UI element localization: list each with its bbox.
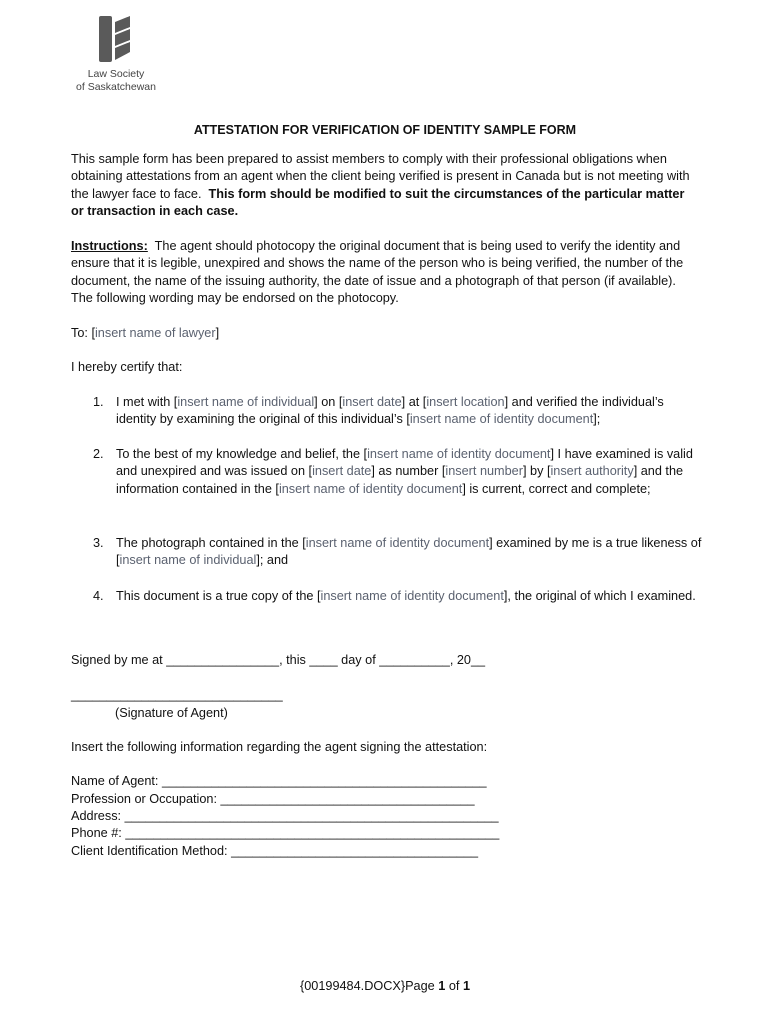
field-phone: Phone #: _____________________________________________________ bbox=[71, 826, 500, 840]
page-footer bbox=[0, 979, 770, 993]
field-address: Address: _____________________________________________________ bbox=[71, 809, 499, 823]
placeholder-text: insert location bbox=[426, 395, 505, 409]
placeholder-text: insert name of identity document bbox=[367, 447, 551, 461]
item-text-segment: ] I have examined is valid and unexpired and was issued on [ bbox=[116, 447, 693, 479]
logo-line2: of Saskatchewan bbox=[76, 81, 156, 93]
signed-line: Signed by me at ________________, this ____ day of __________, 20__ bbox=[71, 653, 486, 667]
item-text-segment: The photograph contained in the [ bbox=[116, 536, 306, 550]
intro-paragraph bbox=[71, 151, 699, 220]
item-text-segment: ] at [ bbox=[401, 395, 427, 409]
law-society-logo bbox=[75, 14, 165, 94]
item-text-segment: ]; and bbox=[256, 553, 289, 568]
list-number: 2. bbox=[93, 447, 104, 461]
wheat-leaf-icon bbox=[97, 14, 135, 64]
footer-of: of bbox=[445, 979, 463, 993]
item-text-segment: To the best of my knowledge and belief, the [ bbox=[116, 447, 368, 461]
item-text-segment: ] and the information contained in the [ bbox=[116, 464, 684, 496]
item-text-segment: ], the original of which I examined. bbox=[503, 589, 696, 603]
intro-text: This sample form has been prepared to assist members to comply with their professional obligations when obtaining attestations from an agent when the client being verified is present in Canada but is not meeting with the lawyer face to face. bbox=[71, 152, 690, 201]
placeholder-text: insert name of individual bbox=[119, 553, 257, 568]
to-prefix: To: [ bbox=[71, 326, 95, 340]
instructions-text: The agent should photocopy the original document that is being used to verify the identity and ensure that it is legible, unexpired and shows the name of the person who is being verified, the number of the document, the name of the issuing authority, the date of issue and a photograph of that person (if available). The following wording may be endorsed on the photocopy. bbox=[71, 239, 684, 305]
field-name-of-agent: Name of Agent: ______________________________________________ bbox=[71, 774, 487, 788]
field-profession: Profession or Occupation: ____________________________________ bbox=[71, 792, 475, 806]
list-text bbox=[116, 446, 706, 498]
certify-line: I hereby certify that: bbox=[71, 360, 183, 374]
footer-page: 1 bbox=[438, 979, 446, 993]
intro-bold-text: This form should be modified to suit the circumstances of the particular matter or transaction in each case. bbox=[71, 186, 685, 218]
list-text bbox=[116, 394, 706, 429]
item-text-segment: ] and verified the individual’s identity by examining the original of this individual’s [ bbox=[116, 395, 664, 427]
item-text-segment: ] as number [ bbox=[371, 464, 446, 479]
list-text bbox=[116, 535, 706, 570]
item-text-segment: ] by [ bbox=[522, 464, 551, 479]
placeholder-text: insert authority bbox=[550, 464, 634, 479]
placeholder-text: insert name of identity document bbox=[409, 412, 594, 427]
placeholder-text: insert name of individual bbox=[177, 395, 315, 409]
list-number: 4. bbox=[93, 589, 104, 603]
list-number: 1. bbox=[93, 395, 104, 409]
placeholder-text: insert name of identity document bbox=[305, 536, 490, 550]
footer-total: 1 bbox=[462, 979, 471, 993]
footer-doc: {00199484.DOCX}Page bbox=[299, 979, 439, 993]
item-text-segment: I met with [ bbox=[116, 395, 178, 409]
placeholder-text: insert date bbox=[312, 464, 372, 479]
to-line bbox=[71, 325, 699, 342]
item-text-segment: This document is a true copy of the [ bbox=[116, 589, 321, 603]
instructions-label: Instructions: bbox=[71, 239, 148, 253]
item-text-segment: ] examined by me is a true likeness of [ bbox=[116, 536, 702, 568]
signature-line: ______________________________ bbox=[71, 688, 283, 702]
field-client-id-method: Client Identification Method: ___________________________________ bbox=[71, 844, 479, 858]
item-text-segment: ] is current, correct and complete; bbox=[462, 481, 651, 496]
form-title: ATTESTATION FOR VERIFICATION OF IDENTITY SAMPLE FORM bbox=[193, 123, 577, 137]
placeholder-text: insert name of identity document bbox=[320, 589, 504, 603]
item-text-segment: ]; bbox=[593, 412, 601, 427]
list-number: 3. bbox=[93, 536, 104, 550]
item-text-segment: ] on [ bbox=[314, 395, 343, 409]
placeholder-text: insert date bbox=[342, 395, 402, 409]
instructions-paragraph bbox=[71, 238, 699, 307]
to-suffix: ] bbox=[215, 326, 220, 340]
signature-label: (Signature of Agent) bbox=[115, 706, 228, 720]
lawyer-placeholder: insert name of lawyer bbox=[94, 326, 216, 340]
placeholder-text: insert name of identity document bbox=[278, 481, 463, 496]
list-text bbox=[116, 588, 706, 605]
placeholder-text: insert number bbox=[445, 464, 523, 479]
insert-info-line: Insert the following information regarding the agent signing the attestation: bbox=[71, 740, 488, 754]
logo-line1: Law Society bbox=[87, 68, 145, 80]
